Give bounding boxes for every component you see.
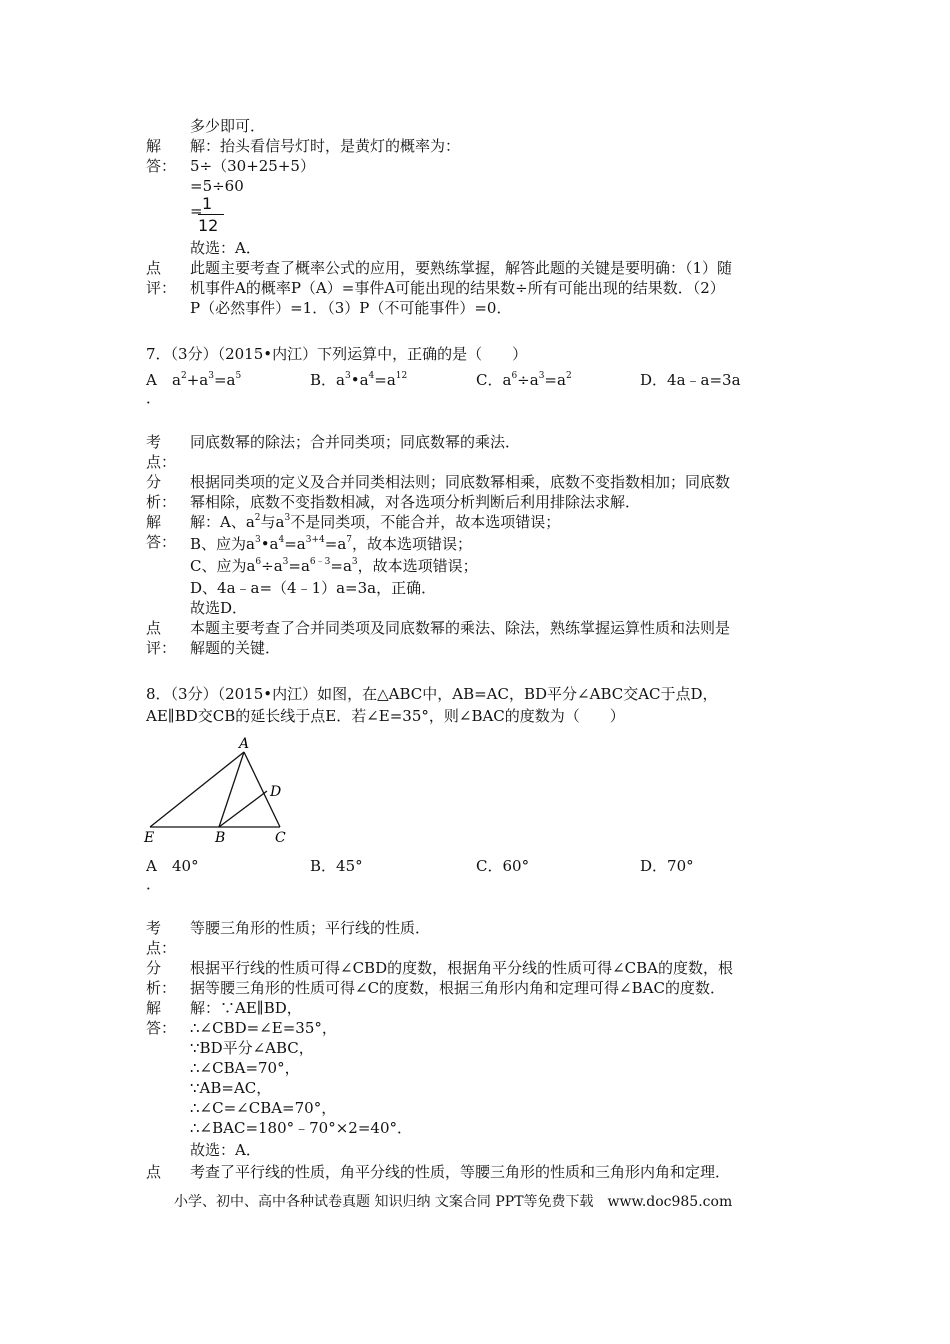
q7-option-c: C．$a^6\div a^3=a^2$ — [476, 371, 572, 389]
q7-option-a-dot: ． — [146, 389, 162, 407]
q6-fraction — [190, 194, 230, 240]
q6-comment-line: 此题主要考查了概率公式的应用，要熟练掌握，解答此题的关键是要明确：（1）随 — [190, 259, 733, 277]
q7-comment-label: 点 — [146, 619, 162, 637]
q8-question-line: 8．（3分）（2015•内江）如图，在△ABC中，AB=AC，BD平分∠ABC交AC于点D， — [146, 685, 718, 703]
q8-solution-line: ∵BD平分∠ABC， — [190, 1039, 314, 1057]
label-d: D — [270, 784, 282, 800]
q8-option-d: D．70° — [640, 857, 694, 875]
q6-analysis-tail: 多少即可． — [190, 117, 266, 135]
q6-comment-label: 点 — [146, 259, 162, 277]
q7-solution-choice: 故选D． — [190, 599, 248, 617]
q8-analysis-line: 据等腰三角形的性质可得∠C的度数，根据三角形内角和定理可得∠BAC的度数． — [190, 979, 725, 997]
q8-analysis-line: 根据平行线的性质可得∠CBD的度数，根据角平分线的性质可得∠CBA的度数，根 — [190, 959, 733, 977]
page-footer: 小学、初中、高中各种试卷真题 知识归纳 文案合同 PPT等免费下载 www.doc985.com — [174, 1194, 733, 1210]
q7-comment-line: 本题主要考查了合并同类项及同底数幂的乘法、除法，熟练掌握运算性质和法则是 — [190, 619, 731, 637]
q8-analysis-label-2: 析： — [146, 979, 177, 997]
q7-solution-label: 解 — [146, 513, 162, 531]
q7-keypoint-text: 同底数幂的除法；合并同类项；同底数幂的乘法． — [190, 433, 521, 451]
q8-solution-label: 解 — [146, 999, 162, 1017]
fraction-equals: = — [190, 202, 203, 220]
q6-comment-label-2: 评： — [146, 279, 177, 297]
q7-solution-line: D、4a﹣a=（4﹣1）a=3a，正确． — [190, 579, 437, 597]
label-c: C — [275, 830, 286, 846]
q7-option-d-text: 4a﹣a=3a — [667, 371, 741, 389]
q8-comment-label: 点 — [146, 1163, 162, 1181]
q8-solution-choice: 故选：A． — [190, 1141, 261, 1159]
triangle-figure — [140, 734, 320, 846]
line-bd — [219, 791, 267, 827]
q6-answer-line: =5÷60 — [190, 177, 244, 195]
q6-answer-label-2: 答： — [146, 157, 177, 175]
q7-solution-line: C、应为$a^6\div a^3=a^{6﹣3}=a^3$，故本选项错误； — [190, 557, 478, 575]
q8-keypoint-label-2: 点： — [146, 939, 177, 957]
q8-option-a-label: A — [146, 857, 157, 875]
q7-option-c-label: C． — [476, 371, 503, 389]
q8-option-a: 40° — [172, 857, 199, 875]
q8-keypoint-label: 考 — [146, 919, 162, 937]
q7-comment-label-2: 评： — [146, 639, 177, 657]
q7-analysis-label: 分 — [146, 473, 162, 491]
line-ae — [150, 752, 244, 827]
q6-answer-line: 解：抬头看信号灯时，是黄灯的概率为： — [190, 137, 461, 155]
fraction-bar — [198, 214, 224, 215]
q7-keypoint-label: 考 — [146, 433, 162, 451]
q8-keypoint-text: 等腰三角形的性质；平行线的性质． — [190, 919, 431, 937]
q8-question-line: AE∥BD交CB的延长线于点E．若∠E=35°，则∠BAC的度数为（ ） — [146, 707, 625, 725]
q8-solution-label-2: 答： — [146, 1019, 177, 1037]
q7-question: 7．（3分）（2015•内江）下列运算中，正确的是（ ） — [146, 345, 528, 363]
fraction-denominator: 12 — [198, 216, 219, 235]
q7-option-b-label: B． — [310, 371, 337, 389]
q8-solution-line: 解：∵AE∥BD， — [190, 999, 302, 1017]
q8-option-a-dot: ． — [146, 875, 162, 893]
q7-solution-line: B、应为$a^3•a^4=a^{3+4}=a^7$，故本选项错误； — [190, 535, 473, 553]
label-b: B — [215, 830, 226, 846]
q6-comment-line: P（必然事件）=1．（3）P（不可能事件）=0． — [190, 299, 512, 317]
q8-solution-line: ∴∠CBD=∠E=35°， — [190, 1019, 337, 1037]
q8-option-c: C．60° — [476, 857, 530, 875]
line-ab — [219, 752, 244, 827]
q7-comment-line: 解题的关键． — [190, 639, 281, 657]
q8-solution-line: ∴∠CBA=70°， — [190, 1059, 300, 1077]
q8-solution-line: ∴∠BAC=180°﹣70°×2=40°． — [190, 1119, 412, 1137]
q7-analysis-label-2: 析： — [146, 493, 177, 511]
q7-keypoint-label-2: 点： — [146, 453, 177, 471]
q7-option-d — [640, 370, 741, 390]
q6-answer-label: 解 — [146, 137, 162, 155]
label-e: E — [144, 830, 155, 846]
q8-comment-text: 考查了平行线的性质，角平分线的性质，等腰三角形的性质和三角形内角和定理． — [190, 1163, 731, 1181]
q8-analysis-label: 分 — [146, 959, 162, 977]
q7-solution-line: 解：A、$a^2$与$a^3$不是同类项，不能合并，故本选项错误； — [190, 513, 561, 531]
q7-analysis-line: 幂相除，底数不变指数相减，对各选项分析判断后利用排除法求解． — [190, 493, 641, 511]
q6-answer-choice: 故选：A． — [190, 239, 261, 257]
q7-option-d-label: D． — [640, 371, 668, 389]
q6-answer-line: 5÷（30+25+5） — [190, 157, 315, 175]
q7-analysis-line: 根据同类项的定义及合并同类相法则；同底数幂相乘，底数不变指数相加；同底数 — [190, 473, 731, 491]
q8-solution-line: ∴∠C=∠CBA=70°， — [190, 1099, 337, 1117]
q8-solution-line: ∵AB=AC， — [190, 1079, 272, 1097]
q8-option-b: B．45° — [310, 857, 363, 875]
label-a: A — [239, 736, 250, 752]
q7-solution-label-2: 答： — [146, 533, 177, 551]
q7-option-a-label: A — [146, 371, 157, 389]
q7-option-b: B．$a^3•a^4=a^{12}$ — [310, 371, 408, 389]
fraction-numerator: 1 — [202, 194, 213, 213]
q6-comment-line: 机事件A的概率P（A）=事件A可能出现的结果数÷所有可能出现的结果数．（2） — [190, 279, 725, 297]
q7-option-a: $a^2+a^3=a^5$ — [172, 371, 242, 389]
